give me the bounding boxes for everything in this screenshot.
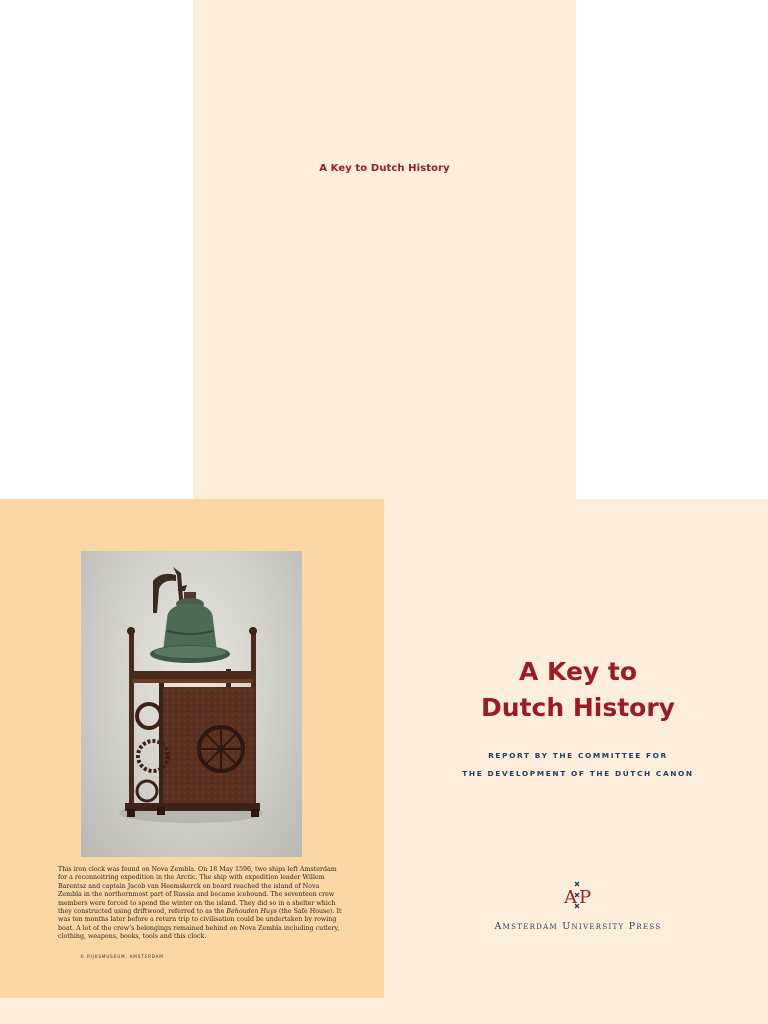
book-subtitle-line2: THE DEVELOPMENT OF THE DUTCH CANON	[462, 769, 694, 778]
photo-credit: © RIJKSMUSEUM, AMSTERDAM	[80, 954, 164, 959]
half-title: A Key to Dutch History	[319, 163, 450, 174]
book-title-line1: A Key to	[518, 657, 638, 686]
book-title-line2: Dutch History	[481, 693, 675, 722]
svg-text:P: P	[579, 887, 592, 908]
caption-text-2: (the Safe House). It was ten months later before a return trip to civilisation could be undertaken by rowing boat. A lot of the crew’s belongings remained behind on Nova Zembla including cutlery, clothing, weapons, books, tools and this clock.	[58, 908, 342, 941]
caption-text-1: This iron clock was found on Nova Zembla. On 18 May 1596, two ships left Amsterdam for a reconnoitring expedition in the Arctic. The ship with expedition leader Willem Barentsz and captain Jacob van Heemskerck on board reached the island of Nova Zembla in the northernmost part of Russia and became icebound. The seventeen crew members were forced to spend the winter on the island. They did so in a shelter which they constructed using driftwood, referred to as the	[58, 866, 337, 916]
half-title-page	[193, 0, 576, 499]
book-subtitle-line1: REPORT BY THE COMMITTEE FOR	[488, 751, 668, 760]
title-page	[384, 499, 768, 1024]
book-subtitle	[384, 747, 768, 783]
iron-clock-illustration	[81, 551, 302, 857]
iron-clock-photo	[81, 551, 302, 857]
publisher-name: Amsterdam University Press	[494, 921, 662, 932]
caption-italic-term: Behouden Huys	[226, 908, 277, 916]
photo-caption	[58, 866, 343, 942]
aup-logo-icon	[558, 879, 598, 913]
svg-text:A: A	[564, 887, 577, 908]
book-title	[384, 654, 768, 726]
